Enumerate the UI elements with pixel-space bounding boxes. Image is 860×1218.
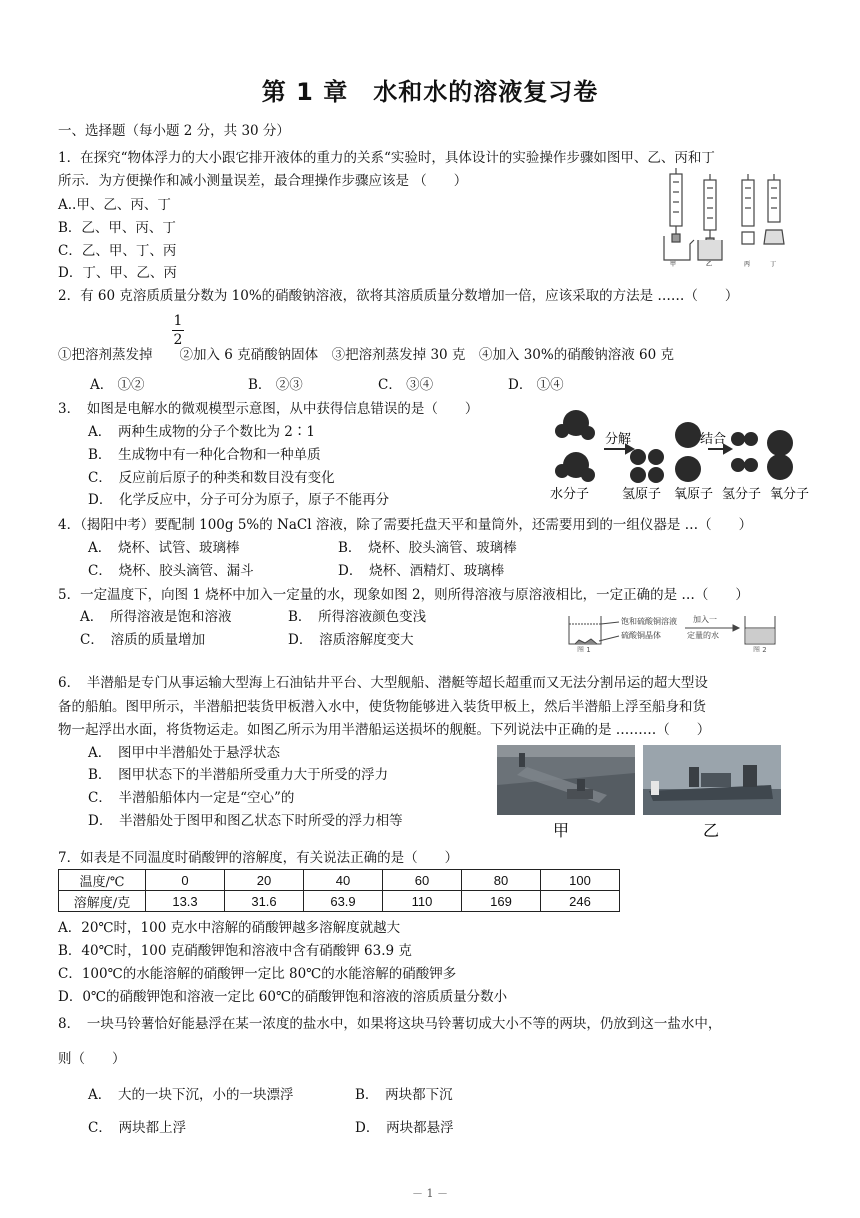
q4-option-d[interactable]: D． 烧杯、酒精灯、玻璃棒 [338,563,505,579]
q1-stem-line2: 所示．为方便操作和减小测量误差，最合理操作步骤应该是 （ ） [58,173,468,189]
section-heading: 一、选择题（每小题 2 分，共 30 分） [58,123,290,139]
page-number: － 1 － [412,1187,448,1200]
q5-fig2-label: 图 2 [753,646,767,652]
q5-option-c[interactable]: C． 溶质的质量增加 [80,632,206,648]
q5-fig1-label: 图 1 [577,646,591,652]
q3-option-c[interactable]: C． 反应前后原子的种类和数目没有变化 [88,470,335,486]
q6-stem-line1: 6． 半潜船是专门从事运输大型海上石油钻井平台、大型舰船、潜艇等超长超重而又无法分割吊运的超大型设 [58,675,708,691]
page-title: 第 1 章 水和水的溶液复习卷 [261,78,599,106]
q7-stem: 7．如表是不同温度时硝酸钾的溶解度，有关说法正确的是（ ） [58,850,459,866]
q6-option-a[interactable]: A． 图甲中半潜船处于悬浮状态 [88,745,280,761]
table-cell: 31.6 [225,891,304,912]
q3-legend-o2: 氧分子 [770,487,810,502]
q3-electrolysis-diagram [548,403,820,503]
q6-stem-line2: 备的船舶。图甲所示，半潜船把装货甲板潜入水中，使货物能够进入装货甲板上，然后半潜船上浮至船身和货 [58,699,706,715]
q5-fig-arrow-bottom: 定量的水 [687,631,719,640]
q6-photo-jia [497,745,635,840]
q3-arrow-label-combine: 结合 [700,432,727,447]
table-row [59,870,620,891]
table-cell: 40 [304,870,383,891]
q6-stem-line3: 物一起浮出水面，将货物运走。如图乙所示为用半潜船运送损坏的舰艇。下列说法中正确的是 ………（ ） [58,722,711,738]
table-cell: 80 [462,870,541,891]
q1-option-d[interactable]: D．丁、甲、乙、丙 [58,265,177,281]
q3-legend-h-atom: 氢原子 [622,487,662,502]
q3-legend-o-atom: 氧原子 [674,487,714,502]
table-cell: 110 [383,891,462,912]
q6-photo-yi-label: 乙 [703,821,720,840]
table-row [59,891,620,912]
q8-stem-line2: 则（ ） [58,1051,126,1067]
q4-option-a[interactable]: A． 烧杯、试管、玻璃棒 [88,540,240,556]
q1-option-c[interactable]: C．乙、甲、丁、丙 [58,243,177,259]
q8-option-b[interactable]: B． 两块都下沉 [355,1087,453,1103]
q2-option-b[interactable]: B． ②③ [248,377,303,393]
q1-stem-line1: 1．在探究“物体浮力的大小跟它排开液体的重力的关系“实验时，具体设计的实验操作步骤如图甲、乙、丙和丁 [58,150,715,166]
q1-fig-label-bing: 丙 [744,261,751,268]
q6-photo-jia-label: 甲 [553,821,570,840]
q7-option-d[interactable]: D．0℃的硝酸钾饱和溶液一定比 60℃的硝酸钾饱和溶液的溶质质量分数小 [58,989,508,1005]
q8-option-a[interactable]: A． 大的一块下沉，小的一块漂浮 [88,1087,294,1103]
q1-option-a[interactable]: A..甲、乙、丙、丁 [58,197,171,213]
q4-option-b[interactable]: B． 烧杯、胶头滴管、玻璃棒 [338,540,517,556]
q6-option-b[interactable]: B． 图甲状态下的半潜船所受重力大于所受的浮力 [88,767,389,783]
q1-fig-label-yi: 乙 [706,261,713,268]
q8-option-c[interactable]: C． 两块都上浮 [88,1120,187,1136]
q3-option-a[interactable]: A． 两种生成物的分子个数比为 2∶1 [88,424,315,440]
table-cell: 169 [462,891,541,912]
table-cell: 0 [146,870,225,891]
q3-arrow-label-decompose: 分解 [605,432,632,447]
q5-fig-arrow-top: 加入一 [693,615,717,624]
table-cell: 13.3 [146,891,225,912]
q2-option-c[interactable]: C． ③④ [378,377,434,393]
q8-option-d[interactable]: D． 两块都悬浮 [355,1120,454,1136]
q2-methods: ①把溶剂蒸发掉 ②加入 6 克硝酸钠固体 ③把溶剂蒸发掉 30 克 ④加入 30%的硝酸钠溶液 60 克 [58,347,674,363]
q4-option-c[interactable]: C． 烧杯、胶头滴管、漏斗 [88,563,254,579]
q2-fraction-numerator: 1 [173,313,183,329]
q3-option-d[interactable]: D． 化学反应中，分子可分为原子，原子不能再分 [88,492,390,508]
q1-option-b[interactable]: B．乙、甲、丙、丁 [58,220,176,236]
q7-solubility-table [58,869,620,912]
table-cell: 溶解度/克 [59,891,146,912]
q7-option-b[interactable]: B．40℃时，100 克硝酸钾饱和溶液中含有硝酸钾 63.9 克 [58,943,412,959]
q5-beaker-figure [563,610,788,652]
q6-option-c[interactable]: C． 半潜船船体内一定是“空心”的 [88,790,295,806]
q4-stem: 4．（揭阳中考）要配制 100g 5%的 NaCl 溶液，除了需要托盘天平和量筒外，还需要用到的一组仪器是 …（ ） [58,517,753,533]
q3-stem: 3． 如图是电解水的微观模型示意图，从中获得信息错误的是（ ） [58,401,479,417]
table-cell: 100 [541,870,620,891]
q2-option-a[interactable]: A． ①② [90,377,145,393]
table-cell: 60 [383,870,462,891]
q1-fig-label-jia: 甲 [670,261,677,268]
q5-stem: 5．一定温度下，向图 1 烧杯中加入一定量的水，现象如图 2，则所得溶液与原溶液相比，一定正确的是 …（ ） [58,587,749,603]
q3-option-b[interactable]: B． 生成物中有一种化合物和一种单质 [88,447,321,463]
q5-fig-label-saturated: 饱和硫酸铜溶液 [621,617,677,626]
table-cell: 246 [541,891,620,912]
q6-option-d[interactable]: D． 半潜船处于图甲和图乙状态下时所受的浮力相等 [88,813,403,829]
q2-option-d[interactable]: D． ①④ [508,377,564,393]
q3-legend-water: 水分子 [550,487,590,502]
q1-fig-label-ding: 丁 [770,261,777,268]
q1-spring-scale-figure [660,168,790,268]
q2-stem: 2．有 60 克溶质质量分数为 10%的硝酸钠溶液，欲将其溶质质量分数增加一倍，应该采取的方法是 ……（ ） [58,288,739,304]
q5-option-b[interactable]: B． 所得溶液颜色变浅 [288,609,427,625]
q2-fraction-denominator: 2 [173,332,183,348]
table-cell: 63.9 [304,891,383,912]
q3-legend-h2: 氢分子 [722,487,762,502]
q7-option-a[interactable]: A．20℃时，100 克水中溶解的硝酸钾越多溶解度就越大 [58,920,401,936]
q8-stem-line1: 8． 一块马铃薯恰好能悬浮在某一浓度的盐水中，如果将这块马铃薯切成大小不等的两块，仍放到这一盐水中， [58,1016,722,1032]
q7-option-c[interactable]: C．100℃的水能溶解的硝酸钾一定比 80℃的水能溶解的硝酸钾多 [58,966,457,982]
table-cell: 温度/℃ [59,870,146,891]
q5-option-d[interactable]: D． 溶质溶解度变大 [288,632,414,648]
q5-fig-label-crystal: 硫酸铜晶体 [621,631,661,640]
table-cell: 20 [225,870,304,891]
q5-option-a[interactable]: A． 所得溶液是饱和溶液 [80,609,232,625]
q6-photo-yi [643,745,781,840]
